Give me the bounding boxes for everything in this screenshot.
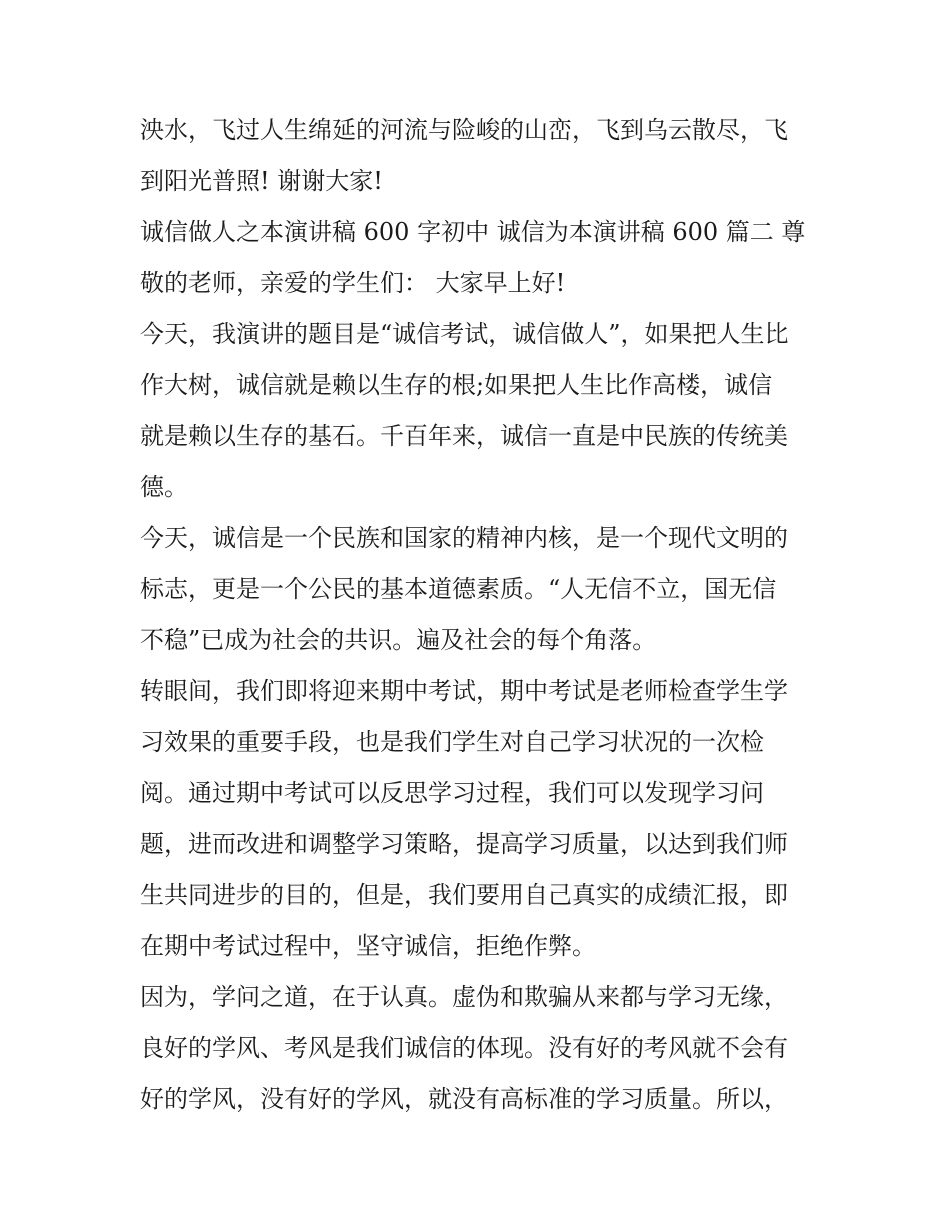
- text-line: 今天，诚信是一个民族和国家的精神内核，是一个现代文明的: [140, 524, 788, 552]
- text-line: 到阳光普照! 谢谢大家!: [140, 167, 383, 195]
- text-line: 敬的老师，亲爱的学生们： 大家早上好!: [140, 269, 566, 297]
- text-line: 转眼间，我们即将迎来期中考试，期中考试是老师检查学生学: [140, 677, 788, 705]
- text-line: 标志，更是一个公民的基本道德素质。“人无信不立，国无信: [140, 575, 777, 603]
- text-line: 作大树，诚信就是赖以生存的根;如果把人生比作高楼，诚信: [140, 371, 773, 399]
- document-body: [140, 105, 820, 1125]
- text-line: 习效果的重要手段，也是我们学生对自己学习状况的一次检: [140, 728, 764, 756]
- text-line: 泱水，飞过人生绵延的河流与险峻的山峦，飞到乌云散尽，飞: [140, 116, 788, 144]
- text-line: 题，进而改进和调整学习策略，提高学习质量，以达到我们师: [140, 830, 788, 858]
- text-line: 不稳”已成为社会的共识。遍及社会的每个角落。: [140, 626, 657, 654]
- text-line: 诚信做人之本演讲稿 600 字初中 诚信为本演讲稿 600 篇二 尊: [140, 218, 806, 246]
- text-line: 就是赖以生存的基石。千百年来，诚信一直是中民族的传统美: [140, 422, 788, 450]
- text-line: 因为，学问之道，在于认真。虚伪和欺骗从来都与学习无缘，: [140, 983, 788, 1011]
- text-line: 德。: [140, 473, 188, 501]
- text-line: 好的学风，没有好的学风，就没有高标准的学习质量。所以，: [140, 1085, 788, 1113]
- text-line: 良好的学风、考风是我们诚信的体现。没有好的考风就不会有: [140, 1034, 788, 1062]
- text-line: 今天，我演讲的题目是“诚信考试，诚信做人”，如果把人生比: [140, 320, 789, 348]
- text-line: 阅。通过期中考试可以反思学习过程，我们可以发现学习问: [140, 779, 764, 807]
- text-line: 在期中考试过程中，坚守诚信，拒绝作弊。: [140, 932, 596, 960]
- text-line: 生共同进步的目的，但是，我们要用自己真实的成绩汇报，即: [140, 881, 788, 909]
